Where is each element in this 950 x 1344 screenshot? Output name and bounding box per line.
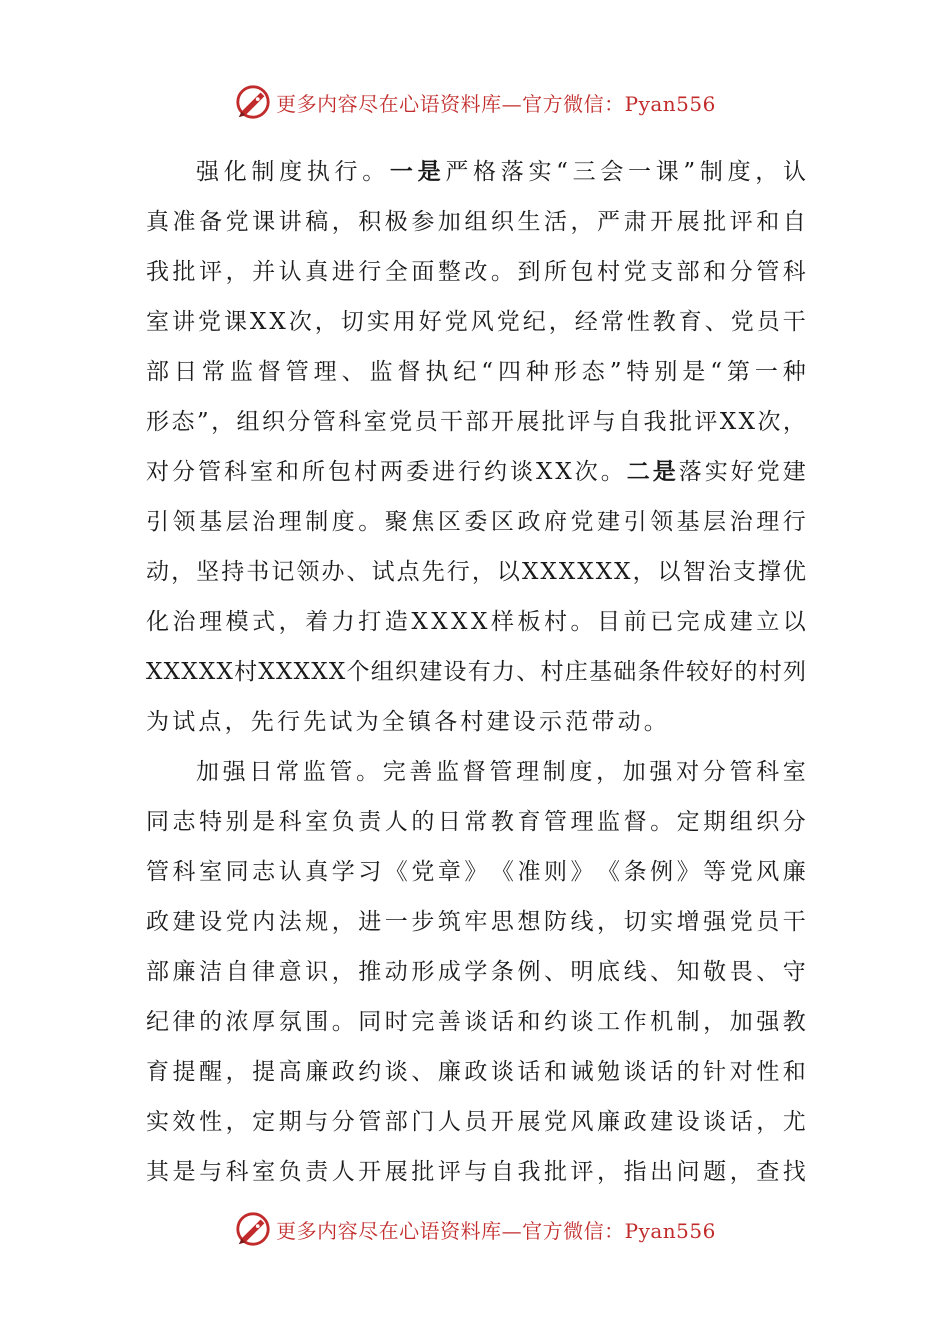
- paragraph-line: 我 批 评 ， 并 认 真 进 行 全 面 整 改 。 到 所 包 村 党 支 部 和 分 管 科: [146, 259, 806, 285]
- paragraph-line: 加 强 日 常 监 管 。 完 善 监 督 管 理 制 度 ， 加 强 对 分 管 科 室: [196, 759, 806, 785]
- header-banner: [0, 80, 950, 124]
- paragraph-line: 政 建 设 党 内 法 规 ， 进 一 步 筑 牢 思 想 防 线 ， 切 实 增 强 党 员 干: [146, 909, 806, 935]
- paragraph-line: 管 科 室 同 志 认 真 学 习 《 党 章 》 《 准 则 》 《 条 例 》 等 党 风 廉: [146, 859, 806, 885]
- paragraph-line: 真 准 备 党 课 讲 稿 ， 积 极 参 加 组 织 生 活 ， 严 肃 开 展 批 评 和 自: [146, 209, 806, 235]
- paragraph-line: 纪 律 的 浓 厚 氛 围 。 同 时 完 善 谈 话 和 约 谈 工 作 机 制 ， 加 强 教: [146, 1009, 806, 1035]
- paragraph-line: 实 效 性 ， 定 期 与 分 管 部 门 人 员 开 展 党 风 廉 政 建 设 谈 话 ， 尤: [146, 1109, 806, 1135]
- paragraph-line: 引 领 基 层 治 理 制 度 。 聚 焦 区 委 区 政 府 党 建 引 领 基 层 治 理 行: [146, 509, 806, 535]
- paragraph-line: 对 分 管 科 室 和 所 包 村 两 委 进 行 约 谈 X X 次 。 二 是 落 实 好 党 建: [146, 459, 806, 485]
- footer-banner-text: 更多内容尽在心语资料库—官方微信：Pyan556: [276, 1218, 716, 1243]
- pen-circle-logo-icon: [234, 1210, 272, 1248]
- paragraph-line: 同 志 特 别 是 科 室 负 责 人 的 日 常 教 育 管 理 监 督 。 定 期 组 织 分: [146, 809, 806, 835]
- pen-circle-logo-icon: [234, 83, 272, 121]
- paragraph-line: 为试点，先行先试为全镇各村建设示范带动。: [146, 709, 670, 735]
- paragraph-line: 室 讲 党 课 X X 次 ， 切 实 用 好 党 风 党 纪 ， 经 常 性 教 育 、 党 员 干: [146, 309, 806, 335]
- paragraph-line: 部 日 常 监 督 管 理 、 监 督 执 纪 “ 四 种 形 态 ” 特 别 是 “ 第 一 种: [146, 359, 806, 385]
- paragraph-line: 部 廉 洁 自 律 意 识 ， 推 动 形 成 学 条 例 、 明 底 线 、 知 敬 畏 、 守: [146, 959, 806, 985]
- paragraph-line: 育 提 醒 ， 提 高 廉 政 约 谈 、 廉 政 谈 话 和 诫 勉 谈 话 的 针 对 性 和: [146, 1059, 806, 1085]
- paragraph-line: 动 ， 坚 持 书 记 领 办 、 试 点 先 行 ， 以 X X X X X X ， 以 智 治 支 撑 优: [146, 559, 806, 585]
- paragraph-line: X X X X X 村 X X X X X 个 组 织 建 设 有 力 、 村 庄 基 础 条 件 较 好 的 村 列: [146, 659, 806, 685]
- header-banner-text: 更多内容尽在心语资料库—官方微信：Pyan556: [276, 91, 716, 116]
- footer-banner: [0, 1207, 950, 1251]
- paragraph-line: 强 化 制 度 执 行 。 一 是 严 格 落 实 “ 三 会 一 课 ” 制 度 ， 认: [196, 159, 806, 185]
- paragraph-line: 形 态 ” ， 组 织 分 管 科 室 党 员 干 部 开 展 批 评 与 自 我 批 评 X X 次 ，: [146, 409, 806, 435]
- document-body: [146, 147, 806, 1197]
- paragraph-line: 化 治 理 模 式 ， 着 力 打 造 X X X X 样 板 村 。 目 前 已 完 成 建 立 以: [146, 609, 806, 635]
- paragraph-line: 其 是 与 科 室 负 责 人 开 展 批 评 与 自 我 批 评 ， 指 出 问 题 ， 查 找: [146, 1159, 806, 1185]
